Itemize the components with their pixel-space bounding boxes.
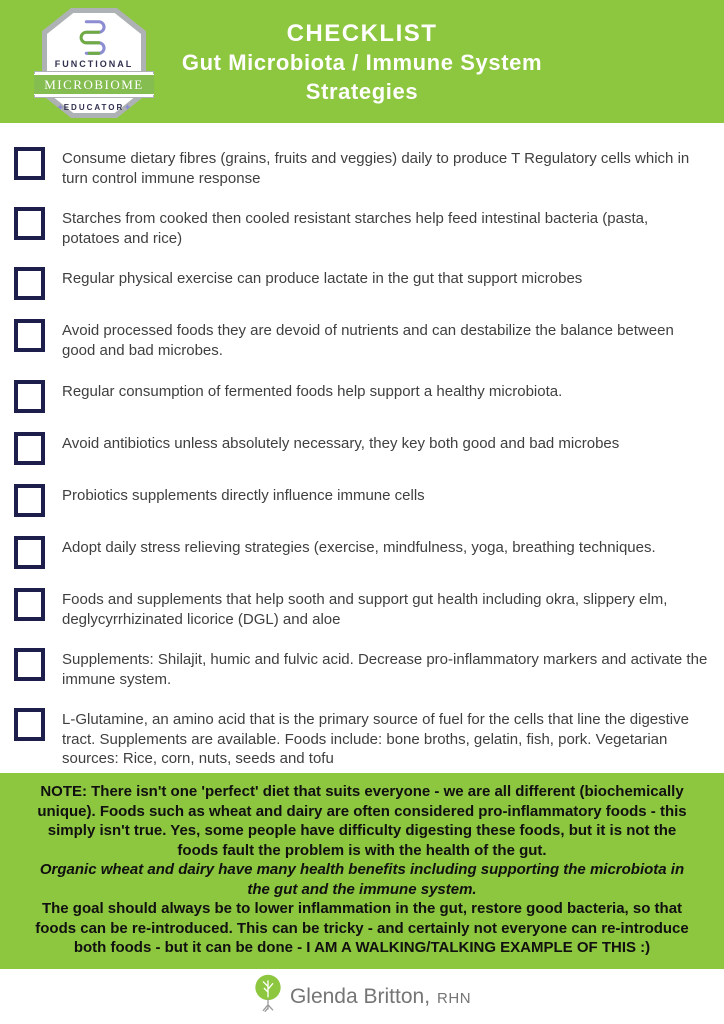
badge-text-functional: FUNCTIONAL [54, 59, 134, 69]
checklist-item-label: L-Glutamine, an amino acid that is the primary source of fuel for the cells that line the digestive tract. Supplements are available. Foods include: bone broths, gelatin, fish, pork. Vegetarian sources: Rice, corn, nuts, seeds and tofu [62, 711, 689, 768]
checklist-item [14, 432, 708, 465]
checklist-item-label: Supplements: Shilajit, humic and fulvic acid. Decrease pro-inflammatory markers and activate the immune system. [62, 651, 708, 688]
checklist-item [14, 147, 708, 188]
checklist-item-label: Avoid processed foods they are devoid of nutrients and can destabilize the balance between good and bad microbes. [62, 322, 674, 359]
star-icon: ✦ [57, 103, 64, 112]
note-paragraph-2: Organic wheat and dairy have many health benefits including supporting the microbiota in the gut and the immune system. [39, 861, 685, 898]
note-section [0, 773, 724, 969]
badge-text-educator: ✦EDUCATOR✦ [57, 103, 131, 112]
checklist-item [14, 380, 708, 413]
checklist-item-label: Regular physical exercise can produce lactate in the gut that support microbes [62, 270, 583, 288]
note-paragraph-1: NOTE: There isn't one 'perfect' diet that suits everyone - we are all different (biochemically unique). Foods such as wheat and dairy are often considered pro-inflammatory foods - this simply isn't true. Yes, some people have difficulty digesting these foods, but it is not the foods fault the problem is with the health of the gut. [37, 783, 687, 859]
page-subtitle-line2: Strategies [305, 79, 419, 104]
checklist-item [14, 484, 708, 517]
checklist-item-label: Consume dietary fibres (grains, fruits and veggies) daily to produce T Regulatory cells which in turn control immune response [62, 150, 690, 187]
checklist-item-label: Starches from cooked then cooled resistant starches help feed intestinal bacteria (pasta, potatoes and rice) [62, 210, 649, 247]
checklist-item [14, 648, 708, 689]
checkbox[interactable] [14, 708, 45, 741]
checklist [0, 123, 724, 773]
tree-icon [253, 974, 283, 1019]
checkbox[interactable] [14, 484, 45, 517]
checklist-item-label: Regular consumption of fermented foods help support a healthy microbiota. [62, 382, 563, 400]
checkbox[interactable] [14, 319, 45, 352]
checklist-item [14, 319, 708, 360]
badge-text-microbiome: MICROBIOME [34, 74, 154, 95]
page-subtitle-line1: Gut Microbiota / Immune System [181, 50, 543, 75]
checklist-item-label: Avoid antibiotics unless absolutely necessary, they key both good and bad microbes [62, 434, 620, 452]
checkbox[interactable] [14, 536, 45, 569]
footer [0, 969, 724, 1024]
header-banner [0, 0, 724, 123]
page-title: CHECKLIST [286, 20, 438, 47]
intestine-icon [71, 16, 117, 65]
checkbox[interactable] [14, 267, 45, 300]
checklist-item-label: Foods and supplements that help sooth and support gut health including okra, slippery elm, deglycyrrhizinated licorice (DGL) and aloe [62, 591, 668, 628]
checklist-item-label: Probiotics supplements directly influence immune cells [62, 486, 425, 504]
checkbox[interactable] [14, 648, 45, 681]
checklist-item [14, 207, 708, 248]
checkbox[interactable] [14, 207, 45, 240]
checkbox[interactable] [14, 432, 45, 465]
note-paragraph-3: The goal should always be to lower inflammation in the gut, restore good bacteria, so that foods can be re-introduced. This can be tricky - and certainly not everyone can re-introduce both foods - but it can be done - I AM A WALKING/TALKING EXAMPLE OF THIS :) [35, 900, 689, 956]
checkbox[interactable] [14, 147, 45, 180]
footer-brand-name: Glenda Britton, [289, 984, 431, 1008]
star-icon: ✦ [124, 103, 131, 112]
functional-microbiome-educator-logo [42, 8, 146, 118]
footer-credential: RHN [437, 990, 472, 1007]
checklist-item [14, 267, 708, 300]
checklist-item [14, 588, 708, 629]
checkbox[interactable] [14, 380, 45, 413]
checklist-item [14, 536, 708, 569]
checkbox[interactable] [14, 588, 45, 621]
checklist-item [14, 708, 708, 769]
checklist-item-label: Adopt daily stress relieving strategies (exercise, mindfulness, yoga, breathing techniques. [62, 538, 656, 556]
